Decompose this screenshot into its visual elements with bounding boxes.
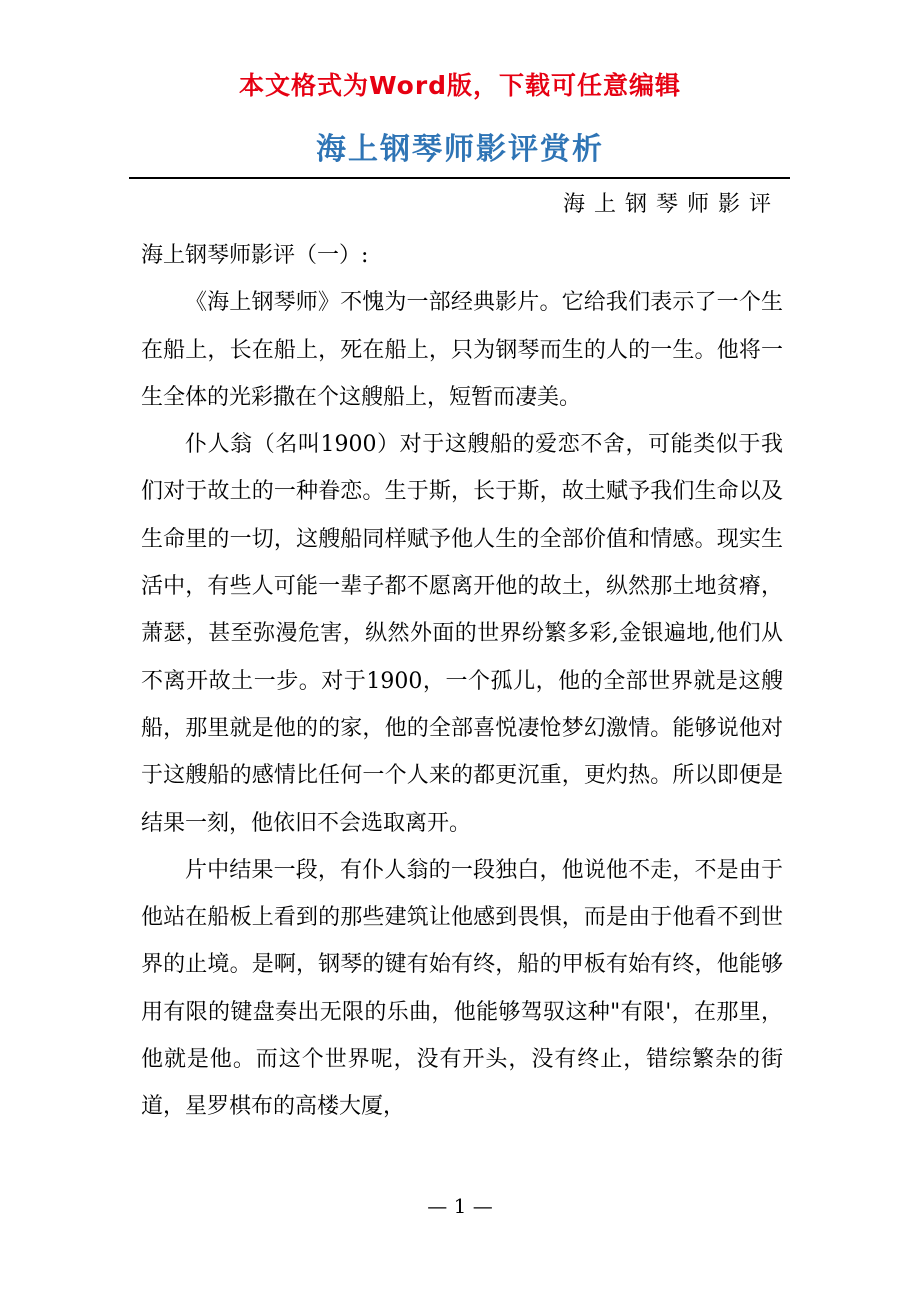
section-heading: 海上钢琴师影评（一）:: [141, 243, 369, 268]
paragraph-2: 仆人翁（名叫1900）对于这艘船的爱恋不舍，可能类似于我们对于故土的一种眷恋。生于斯，长于斯，故土赋予我们生命以及生命里的一切，这艘船同样赋予他人生的全部价值和情感。现实生活中，有些人可能一辈子都不愿离开他的故土，纵然那土地贫瘠，萧瑟，甚至弥漫危害，纵然外面的世界纷繁多彩,金银遍地,他们从不离开故土一步。对于1900，一个孤儿，他的全部世界就是这艘船，那里就是他的的家，他的全部喜悦凄怆梦幻激情。能够说他对于这艘船的感情比任何一个人来的都更沉重，更灼热。所以即便是结果一刻，他依旧不会选取离开。: [141, 432, 783, 836]
page-number: — 1 —: [427, 1194, 493, 1218]
document-title: 海上钢琴师影评赏析: [316, 132, 604, 167]
paragraph-1: 《海上钢琴师》不愧为一部经典影片。它给我们表示了一个生在船上，长在船上，死在船上，只为钢琴而生的人的一生。他将一生全体的光彩撒在个这艘船上，短暂而凄美。: [141, 290, 783, 410]
document-subtitle: 海上钢琴师影评: [562, 192, 780, 217]
paragraph-3: 片中结果一段，有仆人翁的一段独白，他说他不走，不是由于他站在船板上看到的那些建筑让他感到畏惧，而是由于他看不到世界的止境。是啊，钢琴的键有始有终，船的甲板有始有终，他能够用有限的键盘奏出无限的乐曲，他能够驾驭这种"有限'，在那里，他就是他。而这个世界呢，没有开头，没有终止，错综繁杂的街道，星罗棋布的高楼大厦，: [141, 857, 783, 1120]
editable-format-banner: 本文格式为Word版，下载可任意编辑: [238, 71, 682, 100]
document-body: [141, 232, 783, 1131]
title-divider: [129, 177, 790, 179]
